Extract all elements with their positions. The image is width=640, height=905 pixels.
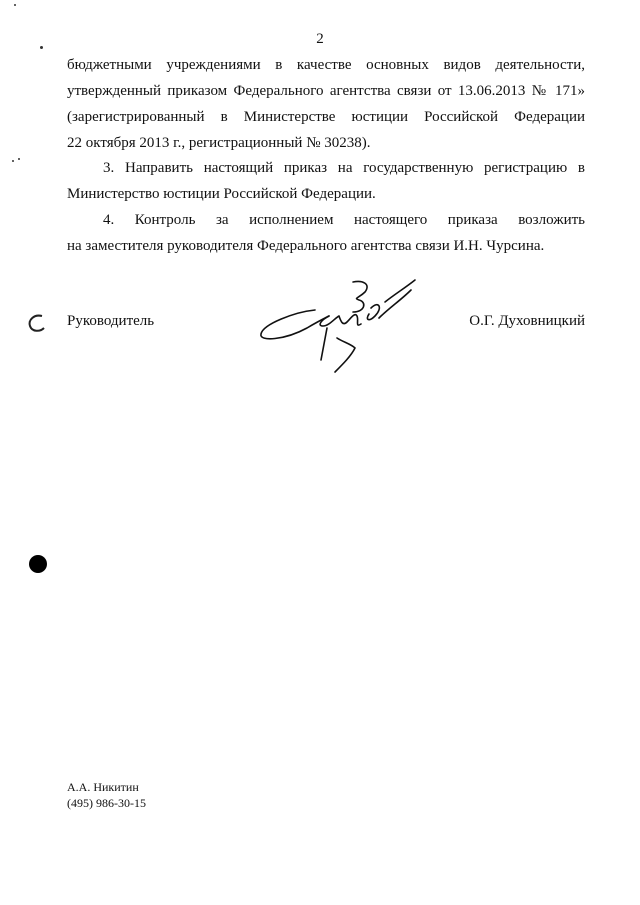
- text-line: бюджетными учреждениями в качестве основных видов деятельности,: [67, 57, 585, 73]
- text-line: 4. Контроль за исполнением настоящего приказа возложить: [103, 212, 585, 228]
- executor-phone: (495) 986-30-15: [67, 796, 146, 810]
- signer-name: О.Г. Духовницкий: [469, 313, 585, 329]
- page-number: 2: [316, 31, 324, 47]
- scan-punch-dot: [29, 555, 47, 573]
- text-line: 3. Направить настоящий приказ на государственную регистрацию в: [103, 160, 585, 176]
- scan-speck: [14, 4, 16, 6]
- scan-hole-mark: [26, 312, 48, 334]
- paragraph-regulation-reference: [67, 52, 585, 156]
- text-line: (зарегистрированный в Министерстве юстиции Российской Федерации: [67, 109, 585, 125]
- executor-info: [67, 779, 146, 811]
- paragraph-item-4: [67, 207, 585, 259]
- scan-speck: [12, 160, 14, 162]
- signer-position-label: Руководитель: [67, 313, 155, 329]
- text-line: на заместителя руководителя Федерального агентства связи И.Н. Чурсина.: [67, 238, 545, 254]
- handwritten-signature: [255, 272, 425, 377]
- paragraph-item-3: [67, 155, 585, 207]
- text-line: Министерство юстиции Российской Федерации.: [67, 186, 376, 202]
- executor-name: А.А. Никитин: [67, 780, 139, 794]
- text-line: 22 октября 2013 г., регистрационный № 30238).: [67, 135, 371, 151]
- text-line: утвержденный приказом Федерального агентства связи от 13.06.2013 № 171»: [67, 83, 585, 99]
- scan-speck: [40, 46, 43, 49]
- scan-speck: [18, 158, 20, 160]
